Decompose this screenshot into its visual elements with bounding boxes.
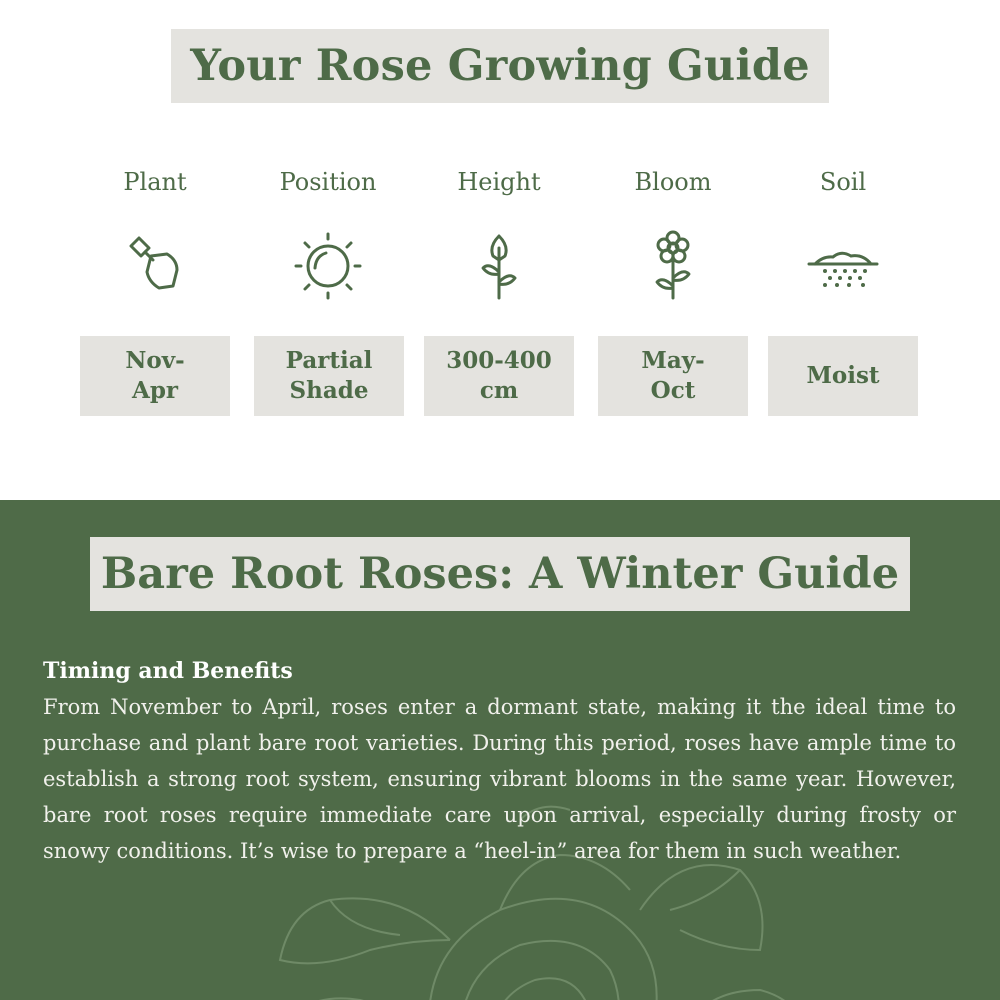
section-heading: Timing and Benefits (43, 658, 293, 684)
attribute-label-position: Position (279, 168, 377, 196)
attribute-bloom (598, 160, 748, 306)
article-section (0, 500, 1000, 1000)
attribute-value-bloom: May- Oct (598, 336, 748, 416)
article-title: Bare Root Roses: A Winter Guide (100, 549, 900, 599)
attribute-value-height: 300-400 cm (424, 336, 574, 416)
attribute-soil (768, 160, 918, 306)
attribute-value-soil: Moist (768, 336, 918, 416)
attribute-label-soil: Soil (819, 168, 867, 196)
attribute-value-position: Partial Shade (254, 336, 404, 416)
attribute-height (424, 160, 574, 306)
guide-title: Your Rose Growing Guide (190, 41, 810, 91)
attribute-label-bloom: Bloom (634, 168, 712, 196)
sprout-icon (459, 226, 539, 306)
sun-icon (288, 226, 368, 306)
soil-icon (803, 226, 883, 306)
attribute-position (253, 160, 403, 306)
attribute-label-height: Height (457, 168, 541, 196)
attribute-value-plant: Nov- Apr (80, 336, 230, 416)
article-content (43, 653, 956, 869)
guide-title-banner (171, 29, 829, 103)
article-title-banner (90, 537, 910, 611)
attribute-label-plant: Plant (123, 168, 187, 196)
trowel-icon (115, 226, 195, 306)
article-body: From November to April, roses enter a dormant state, making it the ideal time to purchase and plant bare root varieties. During this period, roses have ample time to establish a strong root system, ensuring vibrant blooms in the same year. However, bare root roses require immediate care upon arrival, especially during frosty or snowy conditions. It’s wise to prepare a “heel-in” area for them in such weather. (43, 695, 956, 863)
attribute-plant (80, 160, 230, 306)
flower-icon (633, 226, 713, 306)
